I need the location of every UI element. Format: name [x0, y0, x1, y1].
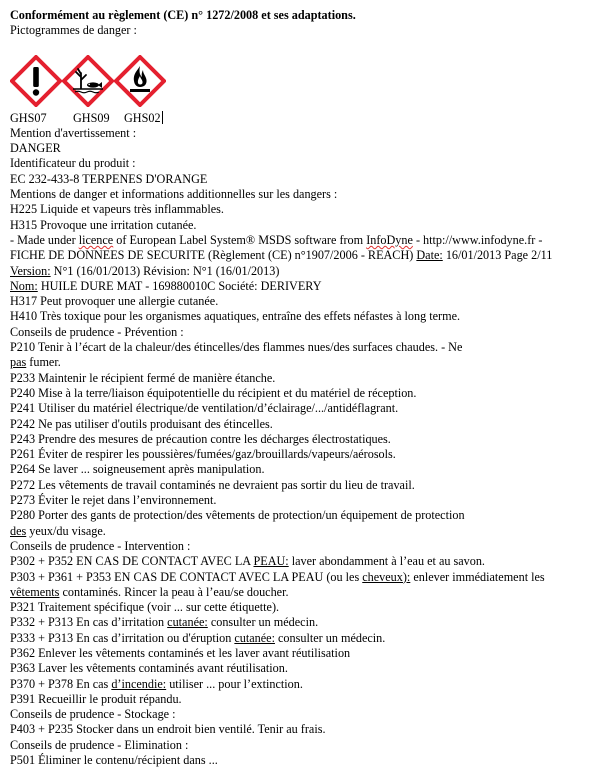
line-text: - http://www.infodyne.fr - — [412, 232, 543, 247]
exclamation-mark-icon — [10, 55, 62, 107]
line-text: P272 Les vêtements de travail contaminés ne devraient pas sortir du lieu de travail. — [10, 477, 415, 492]
document-line — [10, 401, 606, 416]
line-text: Conseils de prudence - Elimination : — [10, 737, 189, 752]
line-text: P302 + P352 EN CAS DE CONTACT AVEC LA — [10, 554, 254, 569]
line-text: H315 Provoque une irritation cutanée. — [10, 217, 197, 232]
document-line — [10, 309, 606, 324]
line-text: Mentions de danger et informations additionnelles sur les dangers : — [10, 187, 338, 202]
line-text: utiliser ... pour l’extinction. — [166, 676, 303, 691]
document-line — [10, 202, 606, 217]
hazard-pictograms — [10, 39, 606, 111]
document-line — [10, 570, 606, 585]
document-line — [10, 432, 606, 447]
pictogram-code: GHS09 — [73, 110, 110, 125]
line-text: H225 Liquide et vapeurs très inflammables. — [10, 202, 224, 217]
marked-text: cutanée: — [167, 615, 208, 630]
document-body — [10, 8, 606, 768]
line-text: HUILE DURE MAT - 169880010C Société: DERIVERY — [37, 278, 322, 293]
line-text: P370 + P378 En cas — [10, 676, 112, 691]
document-line — [10, 279, 606, 294]
pictogram-code: GHS02 — [124, 110, 161, 125]
line-text: P233 Maintenir le récipient fermé de manière étanche. — [10, 370, 276, 385]
line-text: Conseils de prudence - Stockage : — [10, 707, 176, 722]
document-line — [10, 722, 606, 737]
marked-text: Date: — [416, 248, 443, 263]
line-text: - Made under — [10, 232, 79, 247]
line-text: P210 Tenir à l’écart de la chaleur/des étincelles/des flammes nues/des surfaces chaudes. - Ne — [10, 340, 463, 355]
line-text: consulter un médecin. — [207, 615, 319, 630]
document-line — [10, 600, 606, 615]
document-line — [10, 753, 606, 768]
line-text: FICHE DE DONNEES DE SECURITE (Règlement (CE) n°1907/2006 - REACH) — [10, 248, 417, 263]
line-text: of European Label System® MSDS software from — [113, 232, 367, 247]
document-line — [10, 386, 606, 401]
environment-icon — [62, 55, 114, 107]
line-text: P303 + P361 + P353 EN CAS DE CONTACT AVEC LA PEAU (ou les — [10, 569, 363, 584]
line-text: P332 + P313 En cas d’irritation — [10, 615, 168, 630]
line-text: Conseils de prudence - Intervention : — [10, 538, 191, 553]
document-line — [10, 462, 606, 477]
line-text: H410 Très toxique pour les organismes aquatiques, entraîne des effets néfastes à long terme. — [10, 309, 461, 324]
document-line — [10, 294, 606, 309]
document-line — [10, 661, 606, 676]
marked-text: cheveux): — [362, 569, 411, 584]
line-text: P240 Mise à la terre/liaison équipotentielle du récipient et du matériel de réception. — [10, 385, 417, 400]
document-line — [10, 646, 606, 661]
document-line — [10, 248, 606, 263]
document-line — [10, 692, 606, 707]
line-text: EC 232-433-8 TERPENES D'ORANGE — [10, 171, 208, 186]
line-text: laver abondamment à l’eau et au savon. — [288, 554, 485, 569]
document-line — [10, 264, 606, 279]
document-line — [10, 677, 606, 692]
line-text: P333 + P313 En cas d’irritation ou d'éruption — [10, 630, 235, 645]
line-text: P280 Porter des gants de protection/des vêtements de protection/un équipement de protection — [10, 508, 465, 523]
marked-text: vêtements — [10, 584, 60, 599]
marked-text: des — [10, 523, 27, 538]
document-line — [10, 156, 606, 171]
document-line — [10, 631, 606, 646]
pictograms-label: Pictogrammes de danger : — [10, 23, 137, 38]
document-line — [10, 707, 606, 722]
document-line — [10, 615, 606, 630]
line-text: P242 Ne pas utiliser d'outils produisant des étincelles. — [10, 416, 273, 431]
line-text: P261 Éviter de respirer les poussières/fumées/gaz/brouillards/vapeurs/aérosols. — [10, 447, 396, 462]
document-line — [10, 478, 606, 493]
document-line — [10, 340, 606, 355]
line-text: contaminés. Rincer la peau à l’eau/se doucher. — [59, 584, 289, 599]
document-line — [10, 218, 606, 233]
document-lines — [10, 126, 606, 768]
document-line — [10, 172, 606, 187]
document-heading: Conformément au règlement (CE) n° 1272/2008 et ses adaptations. — [10, 8, 356, 22]
document-line — [10, 524, 606, 539]
line-text: P273 Éviter le rejet dans l’environnement. — [10, 493, 217, 508]
pictogram-codes — [10, 111, 606, 126]
document-line — [10, 371, 606, 386]
line-text: P264 Se laver ... soigneusement après manipulation. — [10, 462, 265, 477]
marked-text: Version: — [10, 263, 51, 278]
marked-text: Nom: — [10, 278, 38, 293]
document-line — [10, 325, 606, 340]
line-text: P362 Enlever les vêtements contaminés et les laver avant réutilisation — [10, 645, 351, 660]
document-line — [10, 141, 606, 156]
document-line — [10, 585, 606, 600]
document-line — [10, 508, 606, 523]
marked-text: cutanée: — [234, 630, 275, 645]
document-line — [10, 417, 606, 432]
marked-text: PEAU: — [253, 554, 289, 569]
line-text: P363 Laver les vêtements contaminés avant réutilisation. — [10, 661, 288, 676]
document-line — [10, 539, 606, 554]
marked-text: pas — [10, 355, 27, 370]
line-text: 16/01/2013 Page 2/11 — [442, 248, 553, 263]
line-text: N°1 (16/01/2013) Révision: N°1 (16/01/2013) — [50, 263, 280, 278]
document-line — [10, 187, 606, 202]
document-line — [10, 493, 606, 508]
flame-icon — [114, 55, 166, 107]
line-text: P241 Utiliser du matériel électrique/de ventilation/d’éclairage/.../antidéflagrant. — [10, 401, 399, 416]
line-text: DANGER — [10, 141, 61, 156]
line-text: Mention d'avertissement : — [10, 125, 137, 140]
line-text: fumer. — [26, 355, 61, 370]
marked-text: InfoDyne — [366, 232, 413, 247]
pictogram-code: GHS07 — [10, 110, 47, 125]
text-cursor — [162, 111, 163, 124]
line-text: H317 Peut provoquer une allergie cutanée. — [10, 294, 219, 309]
document-line — [10, 738, 606, 753]
document-line — [10, 126, 606, 141]
document-line — [10, 554, 606, 569]
line-text: P501 Éliminer le contenu/récipient dans ... — [10, 753, 218, 768]
document-line — [10, 233, 606, 248]
line-text: yeux/du visage. — [26, 523, 106, 538]
line-text: P391 Recueillir le produit répandu. — [10, 691, 182, 706]
document-line — [10, 355, 606, 370]
line-text: enlever immédiatement les — [410, 569, 545, 584]
marked-text: licence — [78, 232, 114, 247]
document-line — [10, 447, 606, 462]
marked-text: d’incendie: — [111, 676, 167, 691]
line-text: Conseils de prudence - Prévention : — [10, 324, 184, 339]
line-text: P243 Prendre des mesures de précaution contre les décharges électrostatiques. — [10, 431, 391, 446]
line-text: P321 Traitement spécifique (voir ... sur cette étiquette). — [10, 600, 280, 615]
line-text: Identificateur du produit : — [10, 156, 136, 171]
line-text: consulter un médecin. — [274, 630, 386, 645]
line-text: P403 + P235 Stocker dans un endroit bien ventilé. Tenir au frais. — [10, 722, 326, 737]
